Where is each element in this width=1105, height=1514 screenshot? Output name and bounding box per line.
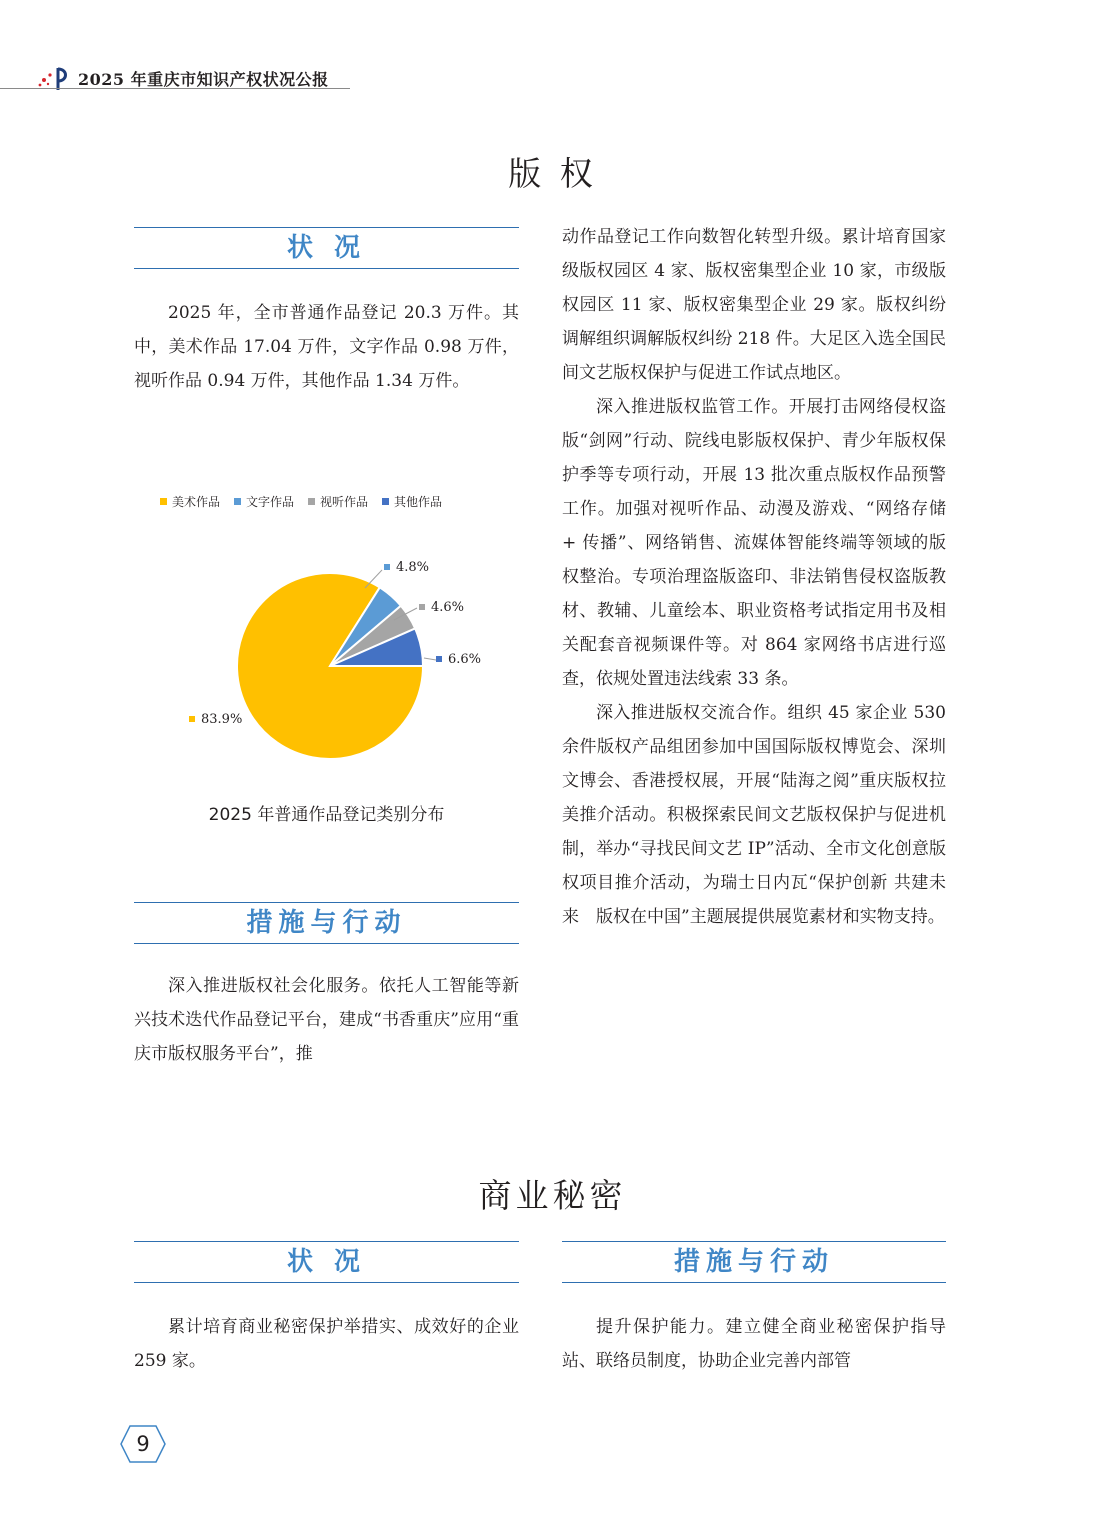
legend-item: [234, 493, 294, 510]
trade-secret-status-text: [134, 1310, 519, 1378]
pie-label-marker: [419, 604, 425, 610]
copyright-status-heading: 状 况: [134, 227, 519, 269]
copyright-right-column: [562, 220, 946, 934]
pie-label-marker: [384, 564, 390, 570]
copyright-actions-paragraph: 深入推进版权社会化服务。依托人工智能等新兴技术迭代作品登记平台，建成“书香重庆”应用“重庆市版权服务平台”，推: [134, 969, 519, 1071]
legend-label: 视听作品: [320, 493, 368, 510]
copyright-right-paragraph: 深入推进版权交流合作。组织 45 家企业 530 余件版权产品组团参加中国国际版权博览会、深圳文博会、香港授权展，开展“陆海之阅”重庆版权拉美推介活动。积极探索民间文艺版权保护与促进机制，举办“寻找民间文艺 IP”活动、全市文化创意版权项目推介活动，为瑞士日内瓦“保护创新 共建未来 版权在中国”主题展提供展览素材和实物支持。: [562, 696, 946, 934]
pie-label-marker: [189, 716, 195, 722]
copyright-section-title: 版 权: [0, 148, 1105, 195]
page-number: 9: [120, 1425, 166, 1463]
trade-secret-status-paragraph: 累计培育商业秘密保护举措实、成效好的企业 259 家。: [134, 1310, 519, 1378]
pie-chart: [134, 540, 519, 770]
copyright-right-paragraph: 深入推进版权监管工作。开展打击网络侵权盗版“剑网”行动、院线电影版权保护、青少年版权保护季等专项行动，开展 13 批次重点版权作品预警工作。加强对视听作品、动漫及游戏、“网络存储 + 传播”、网络销售、流媒体智能终端等领域的版权整治。专项治理盗版盗印、非法销售侵权盗版教材、教辅、儿童绘本、职业资格考试指定用书及相关配套音视频课件等。对 864 家网络书店进行巡查，依规处置违法线索 33 条。: [562, 390, 946, 696]
pie-label-marker: [436, 656, 442, 662]
legend-swatch: [308, 498, 315, 505]
copyright-status-paragraph: 2025 年，全市普通作品登记 20.3 万件。其中，美术作品 17.04 万件，文字作品 0.98 万件，视听作品 0.94 万件，其他作品 1.34 万件。: [134, 296, 519, 398]
trade-secret-actions-heading: 措施与行动: [562, 1241, 946, 1283]
copyright-right-paragraph: 动作品登记工作向数智化转型升级。累计培育国家级版权园区 4 家、版权密集型企业 10 家，市级版权园区 11 家、版权密集型企业 29 家。版权纠纷调解组织调解版权纠纷 218 件。大足区入选全国民间文艺版权保护与促进工作试点地区。: [562, 220, 946, 390]
legend-item: [160, 493, 220, 510]
pie-data-label: 4.6%: [431, 600, 464, 615]
copyright-actions-heading: 措施与行动: [134, 902, 519, 944]
legend-swatch: [160, 498, 167, 505]
legend-label: 文字作品: [246, 493, 294, 510]
chart-legend: [160, 493, 442, 510]
pie-data-label: 4.8%: [396, 560, 429, 575]
pie-leader-line: [424, 658, 436, 660]
legend-swatch: [234, 498, 241, 505]
trade-secret-section-title: 商业秘密: [0, 1170, 1105, 1217]
header-rule: [0, 88, 350, 89]
chart-caption: 2025 年普通作品登记类别分布: [134, 800, 519, 825]
pie-data-label: 6.6%: [448, 652, 481, 667]
legend-label: 美术作品: [172, 493, 220, 510]
pie-data-label: 83.9%: [201, 712, 242, 727]
copyright-actions-left-text: [134, 969, 519, 1071]
trade-secret-actions-paragraph: 提升保护能力。建立健全商业秘密保护指导站、联络员制度，协助企业完善内部管: [562, 1310, 946, 1378]
trade-secret-actions-text: [562, 1310, 946, 1378]
copyright-status-text: [134, 296, 519, 398]
legend-label: 其他作品: [394, 493, 442, 510]
header-title: 2025 年重庆市知识产权状况公报: [78, 67, 329, 90]
legend-swatch: [382, 498, 389, 505]
trade-secret-status-heading: 状 况: [134, 1241, 519, 1283]
legend-item: [382, 493, 442, 510]
legend-item: [308, 493, 368, 510]
